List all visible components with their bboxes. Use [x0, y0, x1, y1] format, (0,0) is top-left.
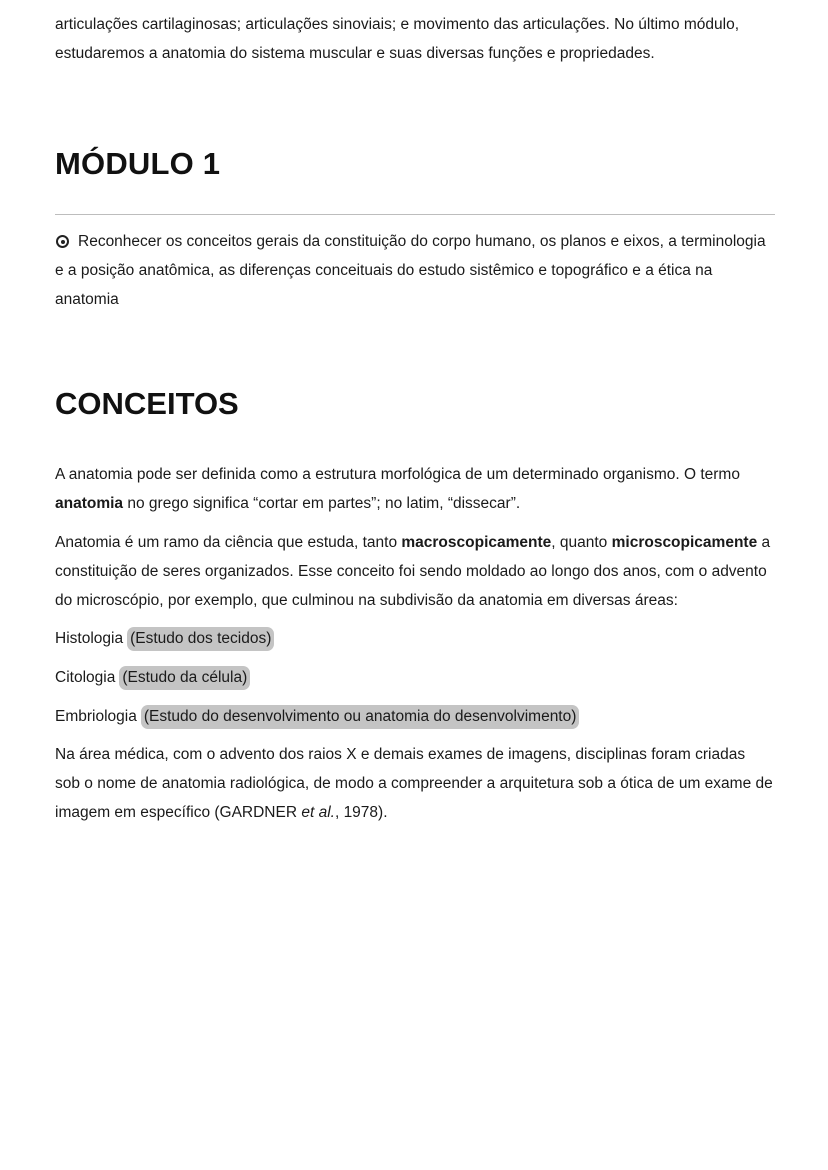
divider [55, 214, 775, 215]
definition-text-c: no grego significa “cortar em partes”; no latim, “dissecar”. [123, 495, 521, 512]
module-objective [55, 227, 774, 314]
target-icon [56, 235, 69, 248]
area-note-chip: (Estudo dos tecidos) [127, 627, 274, 651]
area-item-embriologia [55, 692, 774, 731]
science-text-c: , quanto [551, 534, 612, 551]
definition-term: anatomia [55, 495, 124, 512]
science-paragraph [55, 518, 774, 615]
area-item-histologia [55, 615, 774, 653]
science-term-micro: microscopicamente [611, 534, 758, 551]
radiology-citation-etal: et al. [301, 804, 335, 821]
area-note-chip: (Estudo da célula) [119, 666, 250, 690]
module-title: MÓDULO 1 [55, 146, 221, 181]
area-name: Histologia [55, 630, 124, 647]
area-note-chip: (Estudo do desenvolvimento ou anatomia do desenvolvimento) [141, 705, 580, 729]
radiology-text-a: Na área médica, com o advento dos raios X e demais exames de imagens, disciplinas foram criadas sob o nome de anatomia radiológica, de modo a compreender a arquitetura sob a ótica de um exame de imagem em específico (GARDNER [55, 746, 773, 821]
science-text-e: a constituição de seres organizados. Esse conceito foi sendo moldado ao longo dos anos, com o advento do microscópio, por exemplo, que culminou na subdivisão da anatomia em diversas áreas: [55, 534, 771, 609]
section-title: CONCEITOS [55, 386, 239, 421]
area-name: Embriologia [55, 708, 137, 725]
radiology-paragraph [55, 731, 774, 827]
radiology-text-c: , 1978). [334, 804, 388, 821]
science-term-macro: macroscopicamente [401, 534, 552, 551]
intro-paragraph: articulações cartilaginosas; articulações sinoviais; e movimento das articulações. No último módulo, estudaremos a anatomia do sistema muscular e suas diversas funções e propriedades. [55, 16, 740, 62]
science-text-a: Anatomia é um ramo da ciência que estuda, tanto [55, 534, 402, 551]
area-item-citologia [55, 653, 774, 692]
definition-text-a: A anatomia pode ser definida como a estrutura morfológica de um determinado organismo. O termo [55, 466, 740, 483]
objective-text: Reconhecer os conceitos gerais da constituição do corpo humano, os planos e eixos, a terminologia e a posição anatômica, as diferenças conceituais do estudo sistêmico e topográfico e a ética na anatomia [55, 233, 766, 308]
area-name: Citologia [55, 669, 116, 686]
definition-paragraph [55, 424, 774, 518]
